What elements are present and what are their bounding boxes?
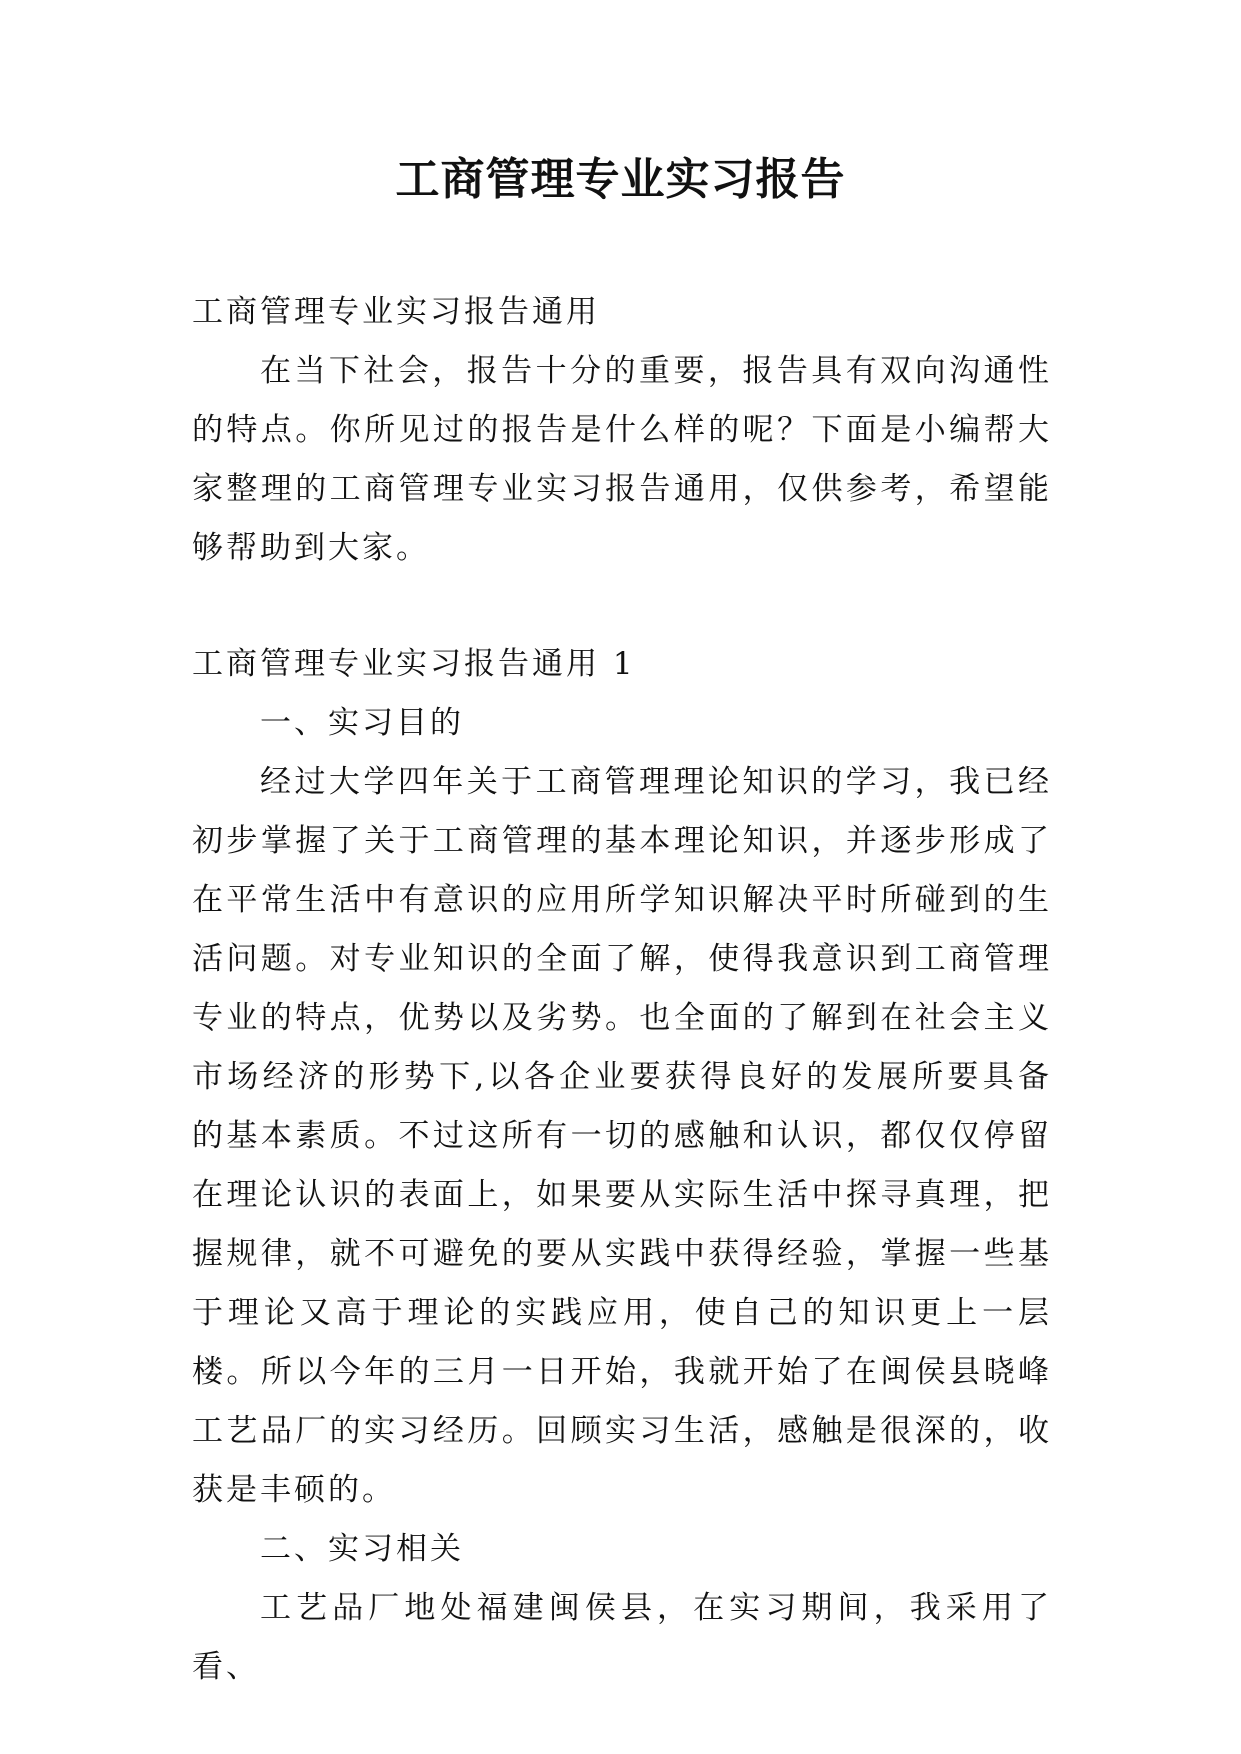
related-paragraph: 工艺品厂地处福建闽侯县，在实习期间，我采用了看、	[192, 1590, 1052, 1685]
paragraph-spacer	[192, 578, 1052, 635]
document-body	[192, 283, 1052, 1697]
document-subtitle: 工商管理专业实习报告通用	[192, 294, 600, 330]
heading-purpose: 一、实习目的	[260, 705, 464, 741]
purpose-paragraph: 经过大学四年关于工商管理理论知识的学习，我已经初步掌握了关于工商管理的基本理论知识，并逐步形成了在平常生活中有意识的应用所学知识解决平时所碰到的生活问题。对专业知识的全面了解，使得我意识到工商管理专业的特点，优势以及劣势。也全面的了解到在社会主义市场经济的形势下,以各企业要获得良好的发展所要具备的基本素质。不过这所有一切的感触和认识，都仅仅停留在理论认识的表面上，如果要从实际生活中探寻真理，把握规律，就不可避免的要从实践中获得经验，掌握一些基于理论又高于理论的实践应用，使自己的知识更上一层楼。所以今年的三月一日开始，我就开始了在闽侯县晓峰工艺品厂的实习经历。回顾实习生活，感触是很深的，收获是丰硕的。	[192, 764, 1052, 1508]
heading-related: 二、实习相关	[260, 1531, 464, 1567]
intro-paragraph: 在当下社会，报告十分的重要，报告具有双向沟通性的特点。你所见过的报告是什么样的呢？下面是小编帮大家整理的工商管理专业实习报告通用，仅供参考，希望能够帮助到大家。	[192, 353, 1052, 566]
section-title: 工商管理专业实习报告通用 1	[192, 646, 636, 682]
document-title: 工商管理专业实习报告	[395, 154, 846, 205]
